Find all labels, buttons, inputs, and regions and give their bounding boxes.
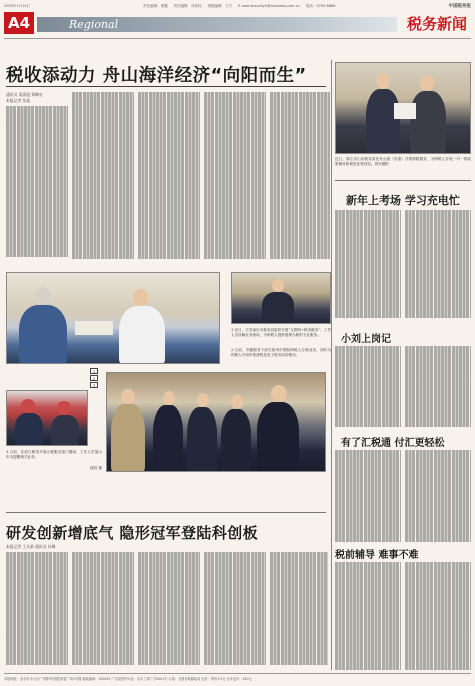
- issue-date: 2020年1月14日: [4, 3, 31, 8]
- right-story-4-col-1: [335, 562, 401, 670]
- second-story-byline: 本报记者 王凡新 通讯员 孙琳: [6, 544, 56, 549]
- section-title-cn: 税务新闻: [406, 15, 467, 33]
- lead-body-col-5: [270, 92, 330, 266]
- right-story-3-col-1: [335, 450, 401, 542]
- lead-body-col-4: [204, 92, 266, 266]
- meta-items: [143, 4, 335, 9]
- image-label-2: 2: [90, 375, 98, 381]
- photo-3-workers: [6, 390, 88, 446]
- right-story-3-head: 有了汇税通 付汇更轻松: [341, 438, 445, 449]
- meta-item: E-mail:zhoushyh@cbnnews.com.cn: [238, 3, 300, 8]
- byline-line: 本报记者 张晶: [6, 97, 30, 103]
- lead-byline: [6, 92, 68, 103]
- byline-line: 通讯员 姜淑旭 郑琳亮: [6, 92, 43, 97]
- photo-caption-3: 3.日前，在浙江税务开展办税服务窗口期间，工作人员展示年末提醒相关业务。: [6, 450, 102, 460]
- second-body-col-1: [6, 552, 68, 670]
- second-story-headline: 研发创新增底气 隐形冠军登陆科创板: [6, 524, 259, 542]
- right-story-4-col-2: [405, 562, 471, 670]
- meta-item: 责任编辑：凤伟民: [173, 3, 202, 8]
- meta-item: 电话：0755-8888: [305, 3, 336, 8]
- right-story-2-col-1: [335, 346, 401, 432]
- lead-headline: 税收添动力 舟山海洋经济“向阳而生”: [6, 66, 307, 86]
- photo-caption-1: 1.近日，江苏南京市税务局组织开展“互联网+税务服务”，工作人员讲解业务现场，为纳税人提供便捷办税的专业服务。: [231, 328, 331, 338]
- right-story-2-head: 小刘上岗记: [341, 334, 391, 345]
- right-story-1-head: 新年上考场 学习充电忙: [346, 194, 460, 207]
- image-label-1: 1: [90, 368, 98, 374]
- photo-caption-2: 2.日前，安徽税务干部在宿州市帮助纳税人办理业务，同时为纳税人介绍申报流程及电子税务局的使用。: [231, 348, 331, 358]
- lead-body-col-3: [138, 92, 200, 266]
- brand-name: 中国税务报: [448, 4, 471, 9]
- divider: [6, 512, 326, 513]
- lead-body-col-2: [72, 92, 134, 266]
- photo-1-service-counter: [6, 272, 220, 364]
- second-body-col-2: [72, 552, 134, 670]
- top-right-caption: 近日，浙江舟山市税务局在舟山港（东港）开展纳税服务，为纳税人开展一对一的政策辅导和税收征管经验。刘东摄影: [335, 157, 471, 167]
- meta-item: 责任编辑：邢璐: [143, 3, 168, 8]
- photo-group-staff: [106, 372, 326, 472]
- divider: [335, 180, 471, 181]
- right-story-1-col-2: [405, 210, 471, 320]
- meta-strip: [4, 2, 471, 10]
- photo-tax-service-counter: [335, 62, 471, 154]
- photo-2-counter-staff: [231, 272, 331, 324]
- second-body-col-4: [204, 552, 266, 670]
- lead-rule: [6, 86, 326, 87]
- photographer-credit: 顾昌 摄: [90, 466, 102, 470]
- page-number: A4: [4, 12, 34, 34]
- masthead-rule: [4, 38, 471, 39]
- right-story-3-col-2: [405, 450, 471, 542]
- meta-item: 排版编辑：方方: [207, 3, 233, 8]
- right-story-1-col-1: [335, 210, 401, 320]
- right-story-4-head: 税前辅导 难事不难: [335, 550, 419, 561]
- lead-body-col-1: [6, 106, 68, 266]
- second-body-col-3: [138, 552, 200, 670]
- page-footer: 本报地址：北京市丰台区广安路9号国投财富广场1号楼 邮政编码：100055 广告经营许可证：京丰工商广字0001号 订阅：全国各地邮政局 定价：每份1.5元 全年定价：240元: [4, 673, 471, 683]
- image-label-3: 3: [90, 382, 98, 388]
- right-story-2-col-2: [405, 346, 471, 432]
- masthead: [4, 12, 471, 38]
- second-body-col-5: [270, 552, 328, 670]
- column-rule: [331, 60, 332, 670]
- section-title-en: Regional: [37, 17, 397, 32]
